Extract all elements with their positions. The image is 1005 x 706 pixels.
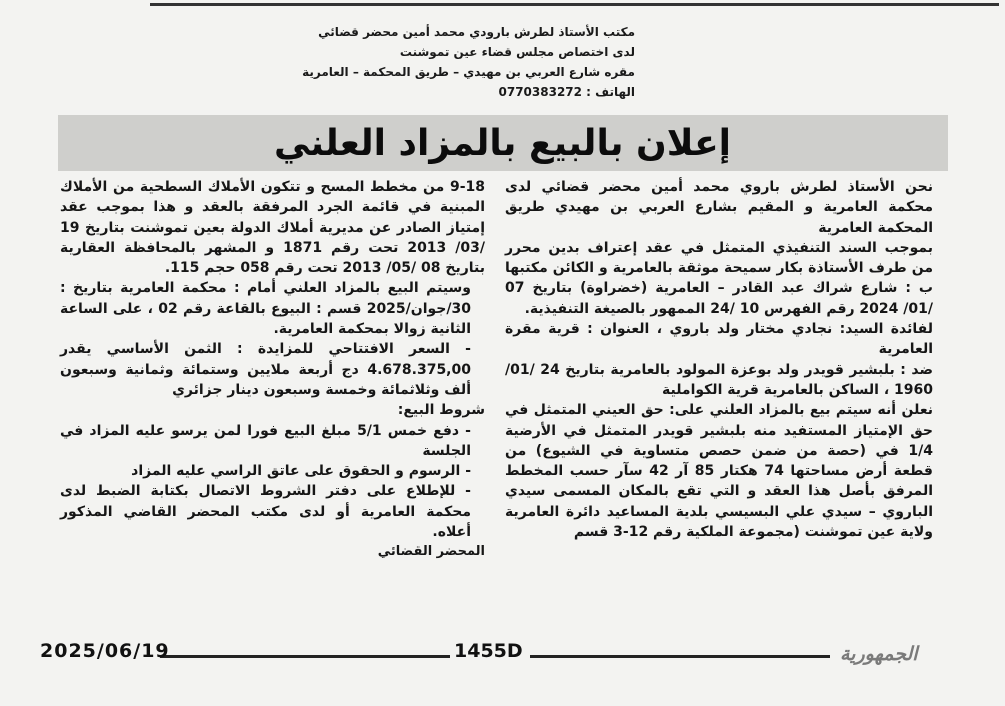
paragraph-opening-price: - السعر الافتتاحي للمزايدة : الثمن الأساسي يقدر 4.678.375,00 دج أربعة ملايين وستمائة وثمانية وسبعون ألف وثلاثمائة وخمسة وسبعون دينار جزائري [60, 341, 471, 398]
top-rule [150, 3, 999, 6]
footer-rule-right [530, 655, 830, 658]
notice-title: إعلان بالبيع بالمزاد العلني [273, 123, 731, 164]
office-name: مكتب الأستاذ لطرش بارودي محمد أمين محضر قضائي [318, 25, 635, 39]
paragraph-debtor: ضد : بلبشير قويدر ولد بوعزة المولود بالعامرية بتاريخ 24 /01/ 1960 ، الساكن بالعامرية قرية الكواملية [505, 361, 933, 398]
condition-2: - الرسوم و الحقوق على عاتق الراسي عليه المزاد [131, 463, 471, 480]
paragraph-auction-date: وسيتم البيع بالمزاد العلني أمام : محكمة العامرية بتاريخ : 30/جوان/2025 قسم : البيوع بالقاعة رقم 02 ، على الساعة الثانية زوالا بمحكمة العامرية. [60, 280, 471, 338]
footer-code: 1455D [454, 640, 523, 662]
condition-1: - دفع خمس 5/1 مبلغ البيع فورا لمن يرسو عليه المزاد في الجلسة [60, 422, 471, 459]
signature: المحضر القضائي [377, 544, 485, 560]
footer-date: 2025/06/19 [40, 640, 170, 662]
office-phone: الهاتف : 0770383272 [498, 85, 635, 99]
right-column [505, 177, 947, 542]
condition-3: - للإطلاع على دفتر الشروط الاتصال بكتابة الضبط لدى محكمة العامرية أو لدى مكتب المحضر القاضي المذكور أعلاه. [60, 483, 471, 541]
footer-rule-left [160, 655, 450, 658]
paragraph-property: نعلن أنه سيتم بيع بالمزاد العلني على: حق العيني المتمثل في حق الإمتياز المستفيد منه بلبشير قويدر المتمثل في الأرضية 1/4 في (حصة من ضمن حصص متساوية في الشيوع) من قطعة أرض مساحتها 74 هكتار 85 آر 42 سآر حسب المخطط المرفق بأصل هذا العقد و التي تقع بالمكان المسمى سيدي الباروي – سيدي علي البسيسي بلدية المساعيد دائرة العامرية ولاية عين تموشنت (مجموعة الملكية رقم 12-3 قسم [505, 402, 933, 541]
newspaper-logo: الجمهورية [840, 643, 918, 665]
office-header [302, 22, 635, 102]
paragraph-beneficiary: لفائدة السيد: نجادي مختار ولد باروي ، العنوان : قرية مقرة العامرية [505, 321, 933, 358]
left-column [60, 177, 485, 563]
conditions-heading: شروط البيع: [397, 402, 485, 419]
office-address: مقره شارع العربي بن مهيدي – طريق المحكمة – العامرية [302, 65, 635, 79]
paragraph-bailiff: نحن الأستاذ لطرش باروي محمد أمين محضر قضائي لدى محكمة العامرية و المقيم بشارع العربي بن مهيدي طريق المحكمة العامرية [505, 179, 933, 236]
office-jurisdiction: لدى اختصاص مجلس قضاء عين تموشنت [399, 45, 635, 59]
paragraph-property-cont: 9-18 من مخطط المسح و تتكون الأملاك السطحية من الأملاك المبنية في قائمة الجرد المرفقة بالعقد و هذا بموجب عقد إمتياز الصادر عن مديرية أملاك الدولة بعين تموشنت بتاريخ 19 /03/ 2013 تحت رقم 1871 و المشهر بالمحافظة العقارية بتاريخ 08 /05/ 2013 تحت رقم 058 حجم 115. [60, 179, 485, 277]
paragraph-title-deed: بموجب السند التنفيذي المتمثل في عقد إعتراف بدين محرر من طرف الأستاذة بكار سميحة موثقة بالعامرية و الكائن مكتبها ب : شارع شراك عبد القادر – العامرية (خضراوة) بتاريخ 07 /01/ 2024 رقم الفهرس 10 /24 الممهور بالصيغة التنفيذية. [505, 239, 933, 317]
